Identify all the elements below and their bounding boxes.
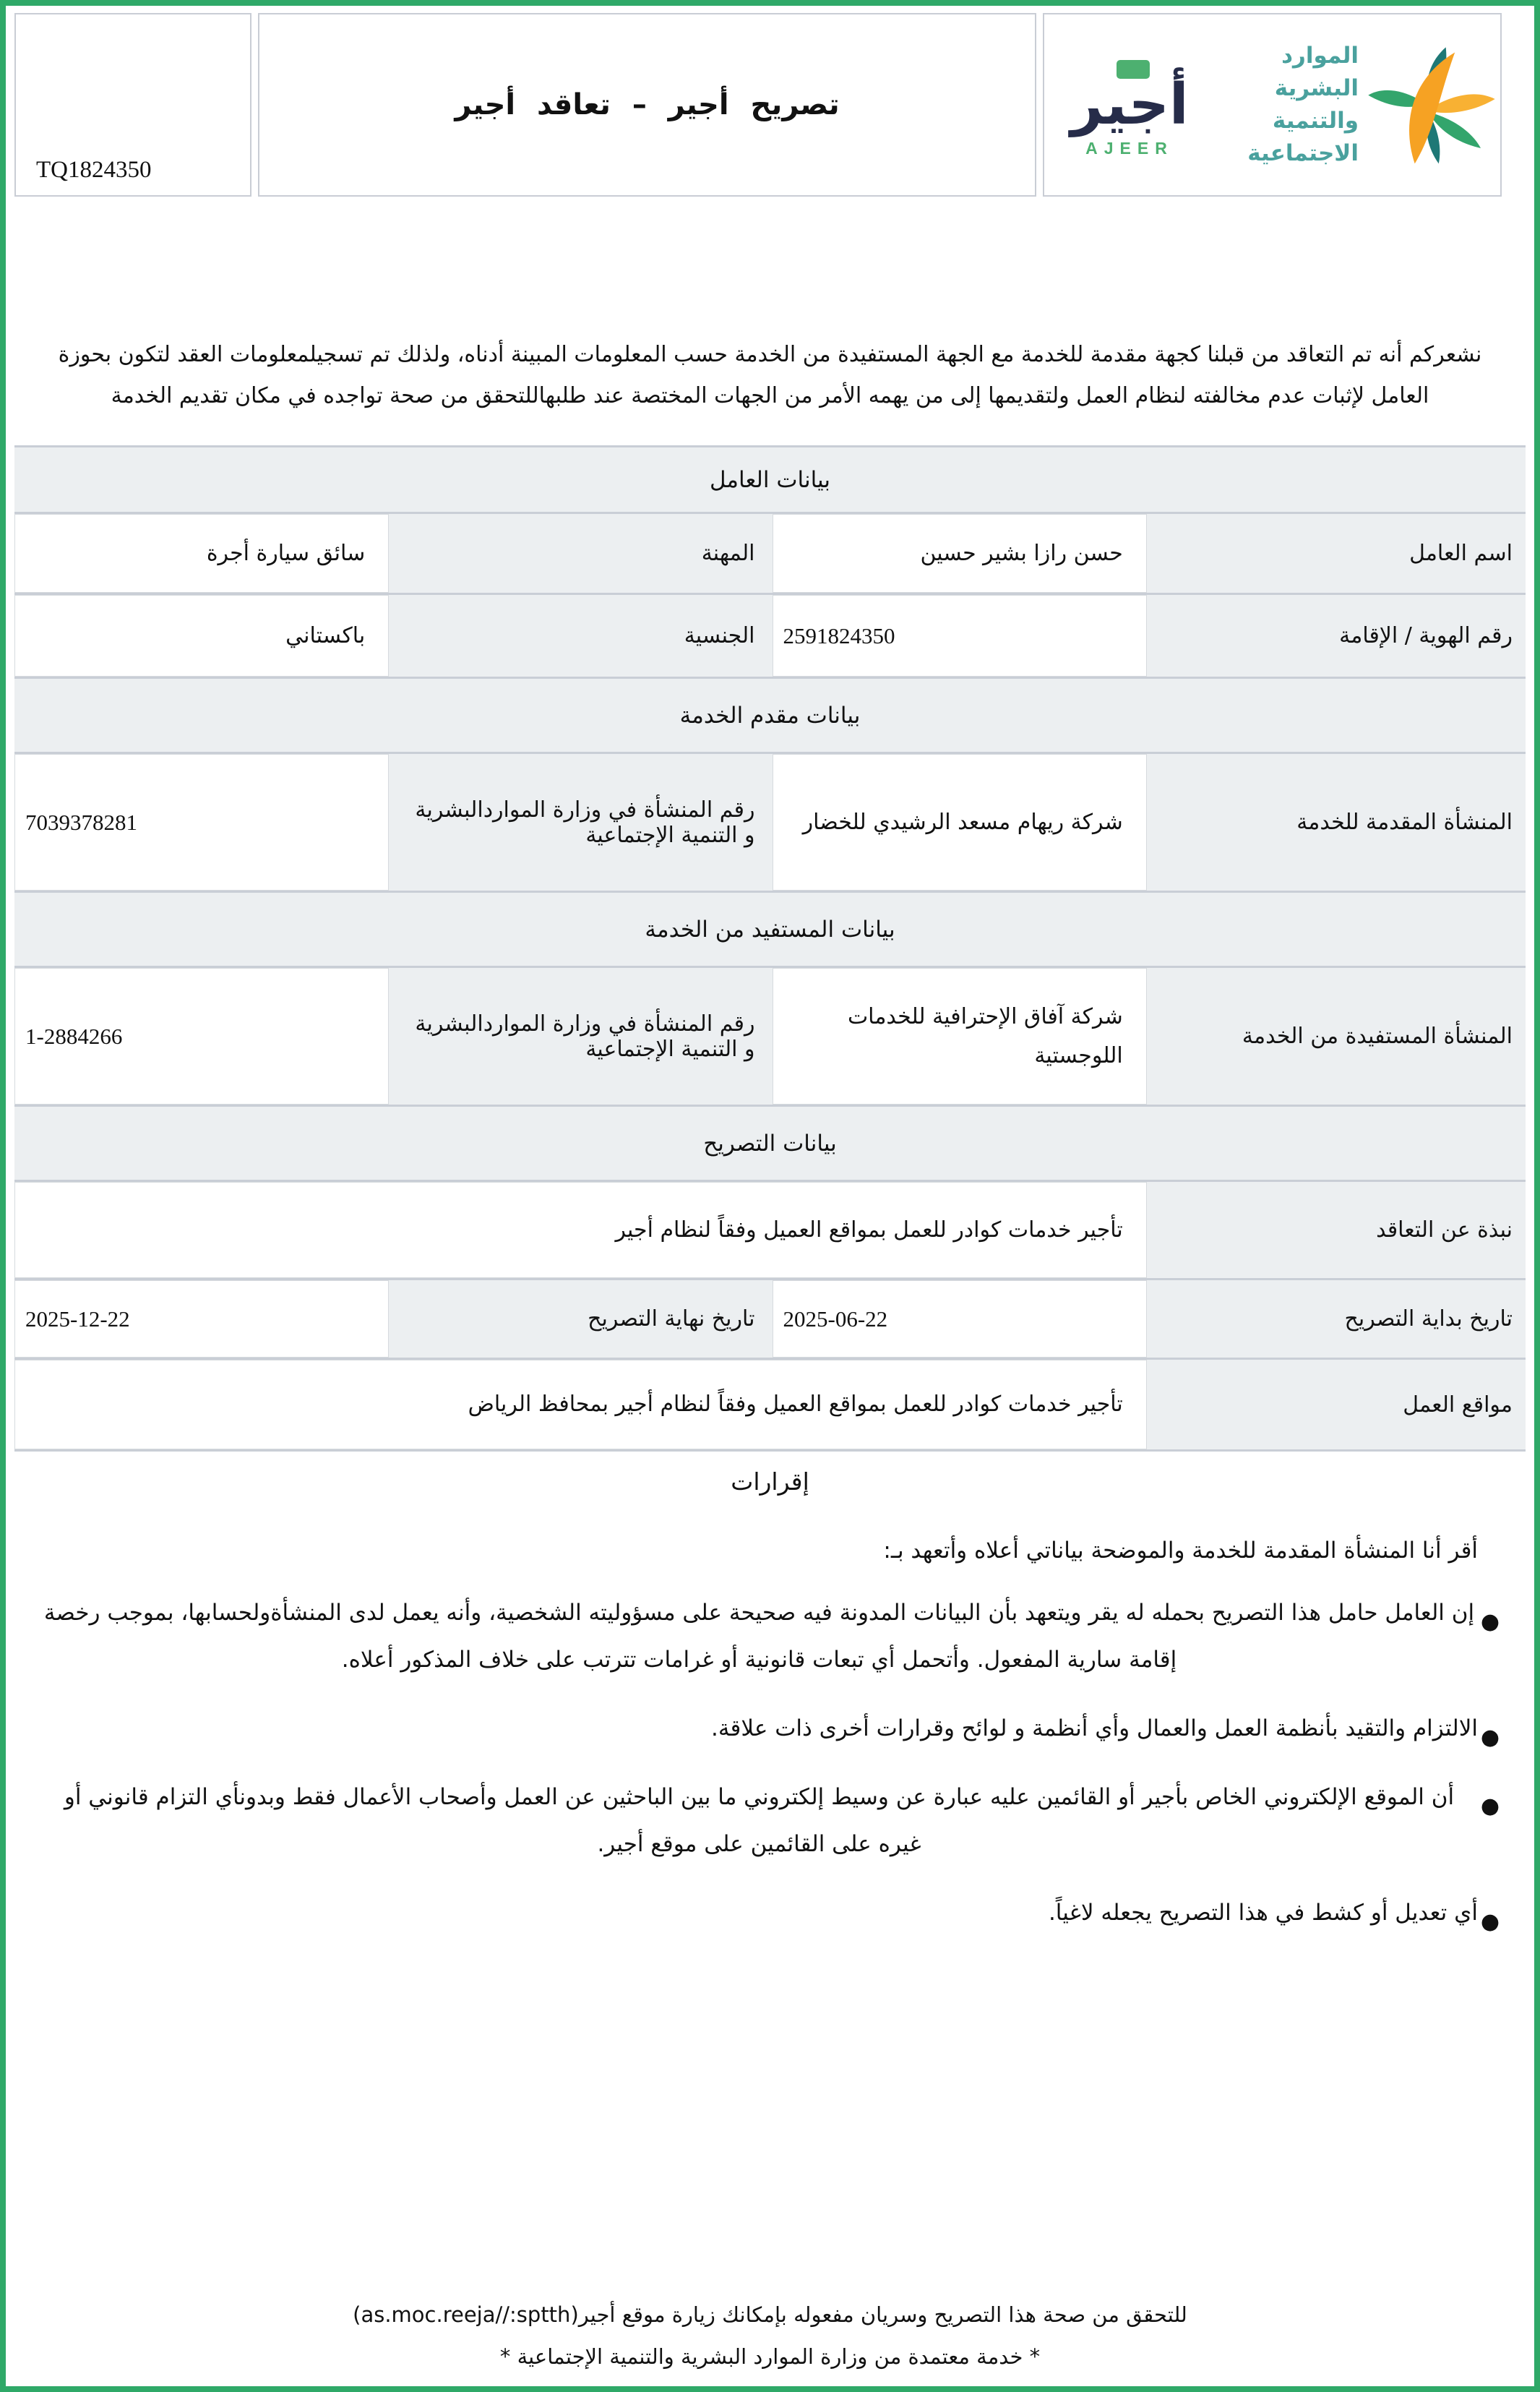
intro-paragraph: نشعركم أنه تم التعاقد من قبلنا كجهة مقدمة للخدمة مع الجهة المستفيدة من الخدمة حسب المعلومات المبينة أدناه، ولذلك تم تسجيلمعلومات العقد لتكون بحوزة العامل لإثبات عدم مخالفته لنظام العمل ولتقديمها إلى من يهمه الأمر من الجهات المختصة عند طلبهاللتحقق من صحة تواجده في مكان تقديم الخدمة — [58, 342, 1482, 408]
declaration-item — [6, 1774, 1534, 1868]
permit-end-date-value: 2025-12-22 — [14, 1280, 389, 1358]
provider-establishment-value: شركة ريهام مسعد الرشيدي للخضار — [773, 754, 1147, 891]
beneficiary-establishment-label: المنشأة المستفيدة من الخدمة — [1242, 1024, 1513, 1049]
bullet-icon: ● — [1480, 1909, 1500, 1934]
provider-mhrsd-number-value: 7039378281 — [14, 754, 389, 891]
declarations-intro: أقر أنا المنشأة المقدمة للخدمة والموضحة بياناتي أعلاه وأتعهد بـ: — [883, 1538, 1478, 1564]
declaration-item — [6, 1705, 1534, 1752]
section-header-permit: بيانات التصريح — [14, 1105, 1526, 1180]
declaration-item — [6, 1590, 1534, 1684]
nationality-value: باكستاني — [14, 595, 389, 677]
ministry-name-line1: الموارد البشرية — [1274, 43, 1359, 101]
logos-box — [1043, 13, 1502, 197]
footer-verification-line: للتحقق من صحة هذا التصريح وسريان مفعوله بإمكانك زيارة موقع أجير(as.moc.reeja//:sptth) — [353, 2302, 1187, 2327]
document-footer — [6, 2294, 1534, 2378]
section-header-worker: بيانات العامل — [14, 445, 1526, 512]
declaration-item — [6, 1890, 1534, 1937]
bullet-icon: ● — [1480, 1725, 1500, 1750]
table-row — [14, 966, 1526, 1105]
nationality-label: الجنسية — [684, 623, 755, 648]
permit-start-date-label: تاريخ بداية التصريح — [1344, 1306, 1513, 1332]
beneficiary-mhrsd-number-label: رقم المنشأة في وزارة المواردالبشرية و التنمية الإجتماعية — [415, 1011, 755, 1062]
ministry-palm-logo-icon — [1366, 43, 1497, 166]
declaration-text: أن الموقع الإلكتروني الخاص بأجير أو القائمين عليه عبارة عن وسيط إلكتروني ما بين الباحثين عن العمل وأصحاب الأعمال فقط وبدونأي التزام قانوني أو غيره على القائمين على موقع أجير. — [64, 1784, 1455, 1857]
table-row — [14, 1180, 1526, 1278]
contract-summary-value: تأجير خدمات كوادر للعمل بمواقع العميل وفقاً لنظام أجير — [14, 1182, 1147, 1278]
permit-start-date-value: 2025-06-22 — [773, 1280, 1147, 1358]
title-box — [258, 13, 1036, 197]
work-locations-value: تأجير خدمات كوادر للعمل بمواقع العميل وفقاً لنظام أجير بمحافظ الرياض — [14, 1360, 1147, 1449]
beneficiary-mhrsd-number-value: 1-2884266 — [14, 968, 389, 1105]
table-row — [14, 752, 1526, 891]
provider-mhrsd-number-label: رقم المنشأة في وزارة المواردالبشرية و التنمية الإجتماعية — [415, 797, 755, 848]
ajeer-logo-icon — [1047, 50, 1212, 160]
table-row — [14, 1278, 1526, 1358]
ministry-name-line2: والتنمية الاجتماعية — [1247, 108, 1359, 166]
document-header — [14, 13, 1502, 197]
footer-certified-line: * خدمة معتمدة من وزارة الموارد البشرية والتنمية الإجتماعية * — [499, 2344, 1041, 2369]
permit-number: TQ1824350 — [36, 157, 152, 183]
ajeer-logo-arabic: أجير — [1070, 72, 1189, 137]
id-number-value: 2591824350 — [773, 595, 1147, 677]
page-title: تصريح أجير – تعاقد أجير — [455, 88, 840, 121]
beneficiary-establishment-value: شركة آفاق الإحترافية للخدمات اللوجستية — [773, 968, 1147, 1105]
ministry-name — [1222, 40, 1359, 170]
profession-value: سائق سيارة أجرة — [14, 514, 389, 593]
section-header-beneficiary: بيانات المستفيد من الخدمة — [14, 891, 1526, 966]
contract-summary-label: نبذة عن التعاقد — [1376, 1217, 1513, 1243]
permit-number-box — [14, 13, 251, 197]
table-row — [14, 1358, 1526, 1452]
declarations-list — [6, 1590, 1534, 1937]
worker-name-label: اسم العامل — [1409, 541, 1513, 566]
declarations-title: إقرارات — [731, 1467, 809, 1496]
declaration-text: الالتزام والتقيد بأنظمة العمل والعمال وأي أنظمة و لوائح وقرارات أخرى ذات علاقة. — [711, 1715, 1478, 1741]
section-header-provider: بيانات مقدم الخدمة — [14, 677, 1526, 752]
bullet-icon: ● — [1480, 1793, 1500, 1819]
table-row — [14, 593, 1526, 677]
provider-establishment-label: المنشأة المقدمة للخدمة — [1296, 810, 1513, 835]
ajeer-logo-latin: AJEER — [1085, 139, 1174, 158]
table-row — [14, 512, 1526, 593]
bullet-icon: ● — [1480, 1609, 1500, 1634]
profession-label: المهنة — [701, 541, 755, 566]
declaration-text: أي تعديل أو كشط في هذا التصريح يجعله لاغياً. — [1048, 1900, 1478, 1926]
declaration-text: إن العامل حامل هذا التصريح بحمله له يقر ويتعهد بأن البيانات المدونة فيه صحيحة على مسؤوليته الشخصية، وأنه يعمل لدى المنشأةولحسابها، بموجب رخصة إقامة سارية المفعول. وأتحمل أي تبعات قانونية أو غرامات تترتب على خلاف المذكور أعلاه. — [43, 1600, 1475, 1673]
permit-data-table — [14, 445, 1526, 1452]
id-number-label: رقم الهوية / الإقامة — [1339, 623, 1513, 648]
work-locations-label: مواقع العمل — [1403, 1392, 1513, 1418]
permit-end-date-label: تاريخ نهاية التصريح — [588, 1306, 755, 1332]
worker-name-value: حسن رازا بشير حسين — [773, 514, 1147, 593]
